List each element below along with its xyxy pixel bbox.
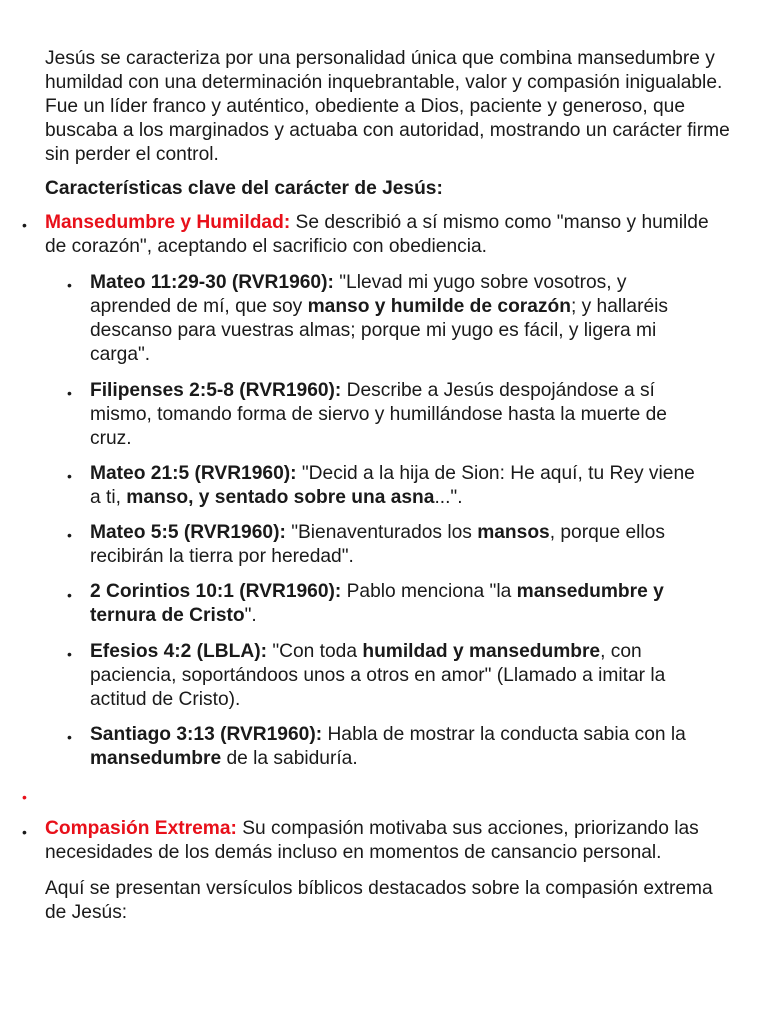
sub-bullet-dot: •	[67, 587, 72, 603]
verse-item	[90, 640, 710, 712]
item-text: Su compasión motivaba sus acciones, priorizando las necesidades de los demás incluso en momentos de cansancio personal.	[45, 818, 699, 863]
bullet-dot: •	[22, 217, 27, 233]
verse-text: , porque ellos recibirán la tierra por heredad".	[90, 522, 665, 567]
sub-bullet-dot: •	[67, 385, 72, 401]
verse-text: "Con toda	[266, 641, 363, 662]
verse-item	[90, 580, 710, 628]
empty-red-bullet: •	[22, 789, 27, 805]
verse-ref: Filipenses 2:5-8 (RVR1960):	[90, 380, 342, 401]
verse-item	[90, 379, 710, 451]
sub-bullet-dot: •	[67, 277, 72, 293]
verse-text: "Bienaventurados los	[285, 522, 478, 543]
verse-emphasis: manso y humilde de corazón	[307, 296, 571, 317]
verse-text: "Decid a la hija de Sion: He aquí, tu Rey viene a ti,	[90, 463, 695, 508]
verse-ref: Santiago 3:13 (RVR1960):	[90, 724, 323, 745]
sub-bullet-dot: •	[67, 468, 72, 484]
compasion-followup: Aquí se presentan versículos bíblicos destacados sobre la compasión extrema de Jesús:	[45, 878, 713, 923]
verse-text: Habla de mostrar la conducta sabia con la	[322, 724, 686, 745]
verse-emphasis: mansedumbre	[90, 748, 222, 769]
item-text: Se describió a sí mismo como "manso y humilde de corazón", aceptando el sacrificio con obediencia.	[45, 212, 709, 257]
intro-paragraph: Jesús se caracteriza por una personalidad única que combina mansedumbre y humildad con una determinación inquebrantable, valor y compasión inigualable. Fue un líder franco y auténtico, obediente a Dios, paciente y generoso, que buscaba a los marginados y actuaba con autoridad, mostrando un carácter firme sin perder el control.	[45, 48, 730, 165]
bullet-dot: •	[22, 824, 27, 840]
verse-text: "Llevad mi yugo sobre vosotros, y aprended de mí, que soy	[90, 272, 627, 317]
verse-text: ...".	[434, 487, 463, 508]
list-item-mansedumbre	[45, 211, 735, 259]
verse-emphasis: mansedumbre y ternura de Cristo	[90, 581, 664, 626]
verse-text: ; y hallaréis descanso para vuestras almas; porque mi yugo es fácil, y ligera mi carga".	[90, 296, 669, 365]
sub-bullet-dot: •	[67, 527, 72, 543]
verse-ref: 2 Corintios 10:1 (RVR1960):	[90, 581, 342, 602]
verse-ref: Efesios 4:2 (LBLA):	[90, 641, 267, 662]
verse-item	[90, 521, 710, 569]
list-item-compasion	[45, 817, 735, 865]
verse-item	[90, 462, 710, 510]
verse-ref: Mateo 5:5 (RVR1960):	[90, 522, 286, 543]
verse-text: ".	[244, 605, 257, 626]
verse-text: de la sabiduría.	[221, 748, 358, 769]
item-label: Mansedumbre y Humildad:	[45, 212, 291, 233]
verse-text: Pablo menciona "la	[341, 581, 517, 602]
section-heading: Características clave del carácter de Jesús:	[45, 178, 443, 199]
verse-emphasis: mansos	[477, 522, 550, 543]
verse-item	[90, 723, 710, 771]
verse-ref: Mateo 11:29-30 (RVR1960):	[90, 272, 334, 293]
sub-bullet-dot: •	[67, 729, 72, 745]
verse-emphasis: manso, y sentado sobre una asna	[126, 487, 435, 508]
verse-text: , con paciencia, soportándoos unos a otros en amor" (Llamado a imitar la actitud de Cristo).	[90, 641, 666, 710]
sub-bullet-dot: •	[67, 646, 72, 662]
verse-emphasis: humildad y mansedumbre	[362, 641, 601, 662]
verse-item	[90, 271, 710, 367]
item-label: Compasión Extrema:	[45, 818, 237, 839]
verse-text: Describe a Jesús despojándose a sí mismo, tomando forma de siervo y humillándose hasta la muerte de cruz.	[90, 380, 667, 449]
verse-ref: Mateo 21:5 (RVR1960):	[90, 463, 297, 484]
